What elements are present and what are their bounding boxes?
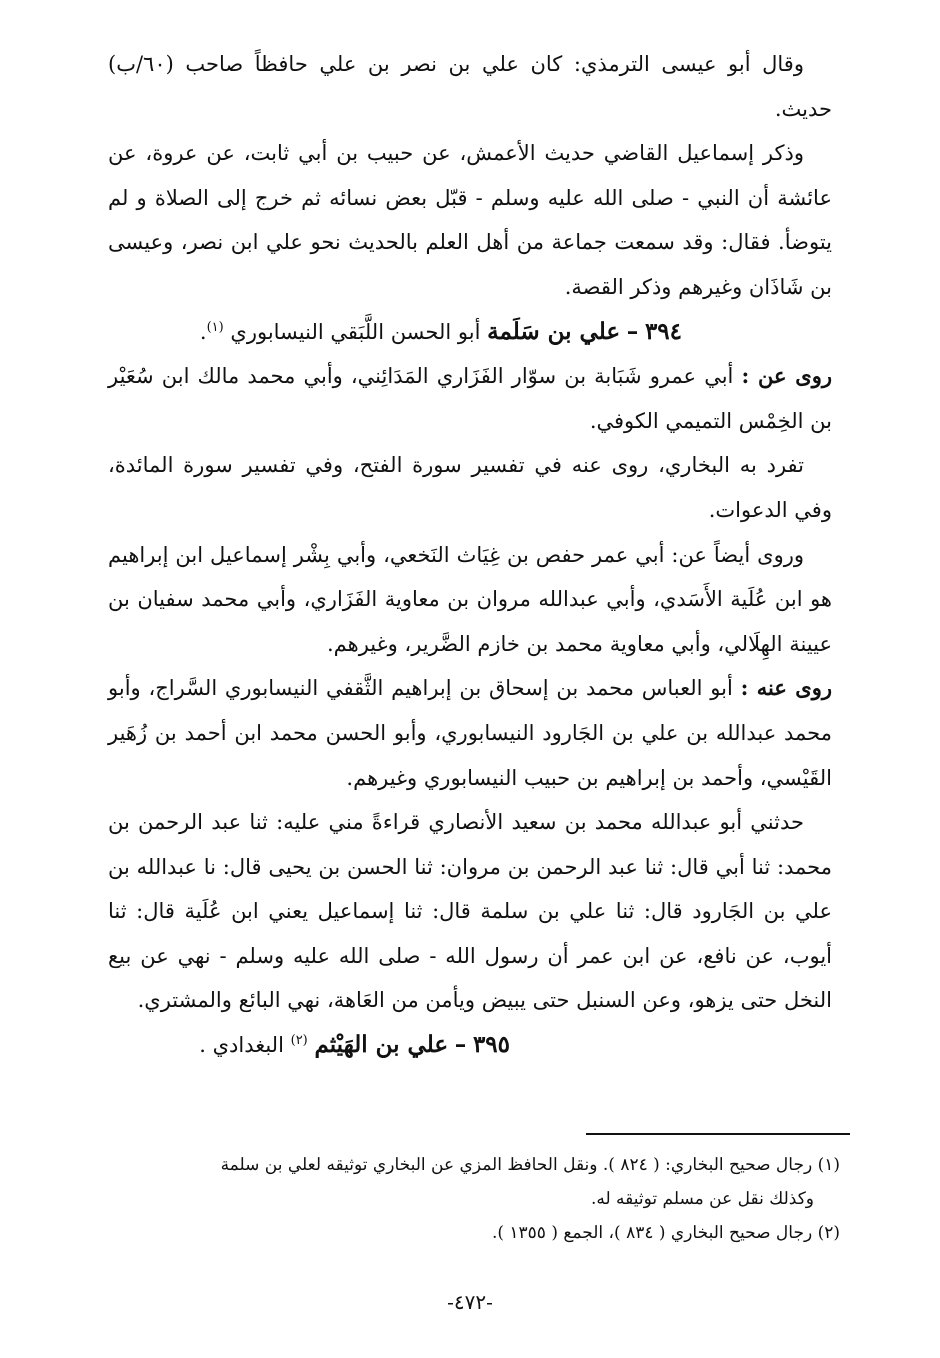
entry-dash: – [626,317,639,345]
entry-heading-395 [108,1023,832,1068]
paragraph-rawa-an [108,354,832,443]
paragraph-ismail-qadi: وذكر إسماعيل القاضي حديث الأعمش، عن حبيب بن أبي ثابت، عن عروة، عن عائشة أن النبي - صلى الله عليه وسلم - قبّل بعض نسائه ثم خرج إلى الصلاة و لم يتوضأ. فقال: وقد سمعت جماعة من أهل العلم بالحديث نحو علي ابن نصر، وعيسى بن شَاذَان وغيرهم وذكر القصة. [108,141,832,299]
entry-dash: – [454,1031,467,1059]
paragraph-tirmidhi: وقال أبو عيسى الترمذي: كان علي بن نصر بن علي حافظاً صاحب (٦٠/ب) حديث. [108,52,832,121]
paragraph-tafarrada: تفرد به البخاري، روى عنه في تفسير سورة الفتح، وفي تفسير سورة المائدة، وفي الدعوات. [108,453,832,522]
footnote-ref-2: (٢) [290,1033,308,1049]
entry-number: ٣٩٥ [472,1031,510,1059]
entry-name-rest: البغدادي . [199,1033,284,1058]
footnote-ref-1: (١) [206,319,224,335]
main-text [108,42,832,1068]
entry-end: . [199,319,207,344]
entry-name: علي بن سَلَمة [487,317,621,345]
paragraph-hadith-isnad: حدثني أبو عبدالله محمد بن سعيد الأنصاري قراءةً مني عليه: ثنا عبد الرحمن بن محمد: ثنا أبي قال: ثنا عبد الرحمن بن مروان: ثنا الحسن بن يحيى قال: نا عبدالله بن علي بن الجَارود قال: ثنا علي بن سلمة قال: ثنا إسماعيل يعني ابن عُلَية قال: ثنا أيوب، عن نافع، عن ابن عمر أن رسول الله - صلى الله عليه وسلم - نهي عن بيع النخل حتى يزهو، وعن السنبل حتى يبيض ويأمن من العَاهة، نهي البائع والمشتري. [108,810,832,1013]
paragraph-rawa-aydan: وروى أيضاً عن: أبي عمر حفص بن غِيَاث النَخعي، وأبي بِشْر إسماعيل ابن إبراهيم هو ابن عُلَية الأَسَدي، وأبي عبدالله مروان بن معاوية الفَزَاري، وأبي محمد سفيان بن عيينة الهِلَالي، وأبي معاوية محمد بن خازم الضَّرير، وغيرهم. [108,542,832,656]
entry-name: علي بن الهَيْثم [314,1031,449,1059]
footnote-separator [586,1133,850,1135]
rawa-an-text: أبي عمرو شَبَابة بن سوّار الفَزَاري المَدَائِني، وأبي محمد مالك ابن سُعَيْر بن الخِمْس التميمي الكوفي. [108,364,832,433]
entry-heading-394 [108,310,832,355]
rawa-anhu-label: روى عنه : [740,675,832,701]
rawa-anhu-text: أبو العباس محمد بن إسحاق بن إبراهيم الثَّقفي النيسابوري السَّراج، وأبو محمد عبدالله بن علي بن الجَارود النيسابوري، وأبو الحسن محمد ابن أحمد بن زُهَير القَيْسي، وأحمد بن إبراهيم بن حبيب النيسابوري وغيرهم. [108,676,832,790]
page-number: -٤٧٢- [447,1290,493,1314]
rawa-an-label: روى عن : [741,363,832,389]
footnote-1-line-1: (١) رجال صحيح البخاري: ( ٨٢٤ ). ونقل الحافظ المزي عن البخاري توثيقه لعلي بن سلمة [220,1155,840,1175]
footnote-2: (٢) رجال صحيح البخاري ( ٨٣٤ )، الجمع ( ١٣٥٥ ). [491,1223,840,1243]
entry-name-rest: أبو الحسن اللَّبَقي النيسابوري [230,319,481,344]
footnotes [108,1150,840,1252]
footnote-1-line-2: وكذلك نقل عن مسلم توثيقه له. [590,1189,814,1209]
entry-number: ٣٩٤ [644,317,682,345]
paragraph-rawa-anhu [108,666,832,800]
